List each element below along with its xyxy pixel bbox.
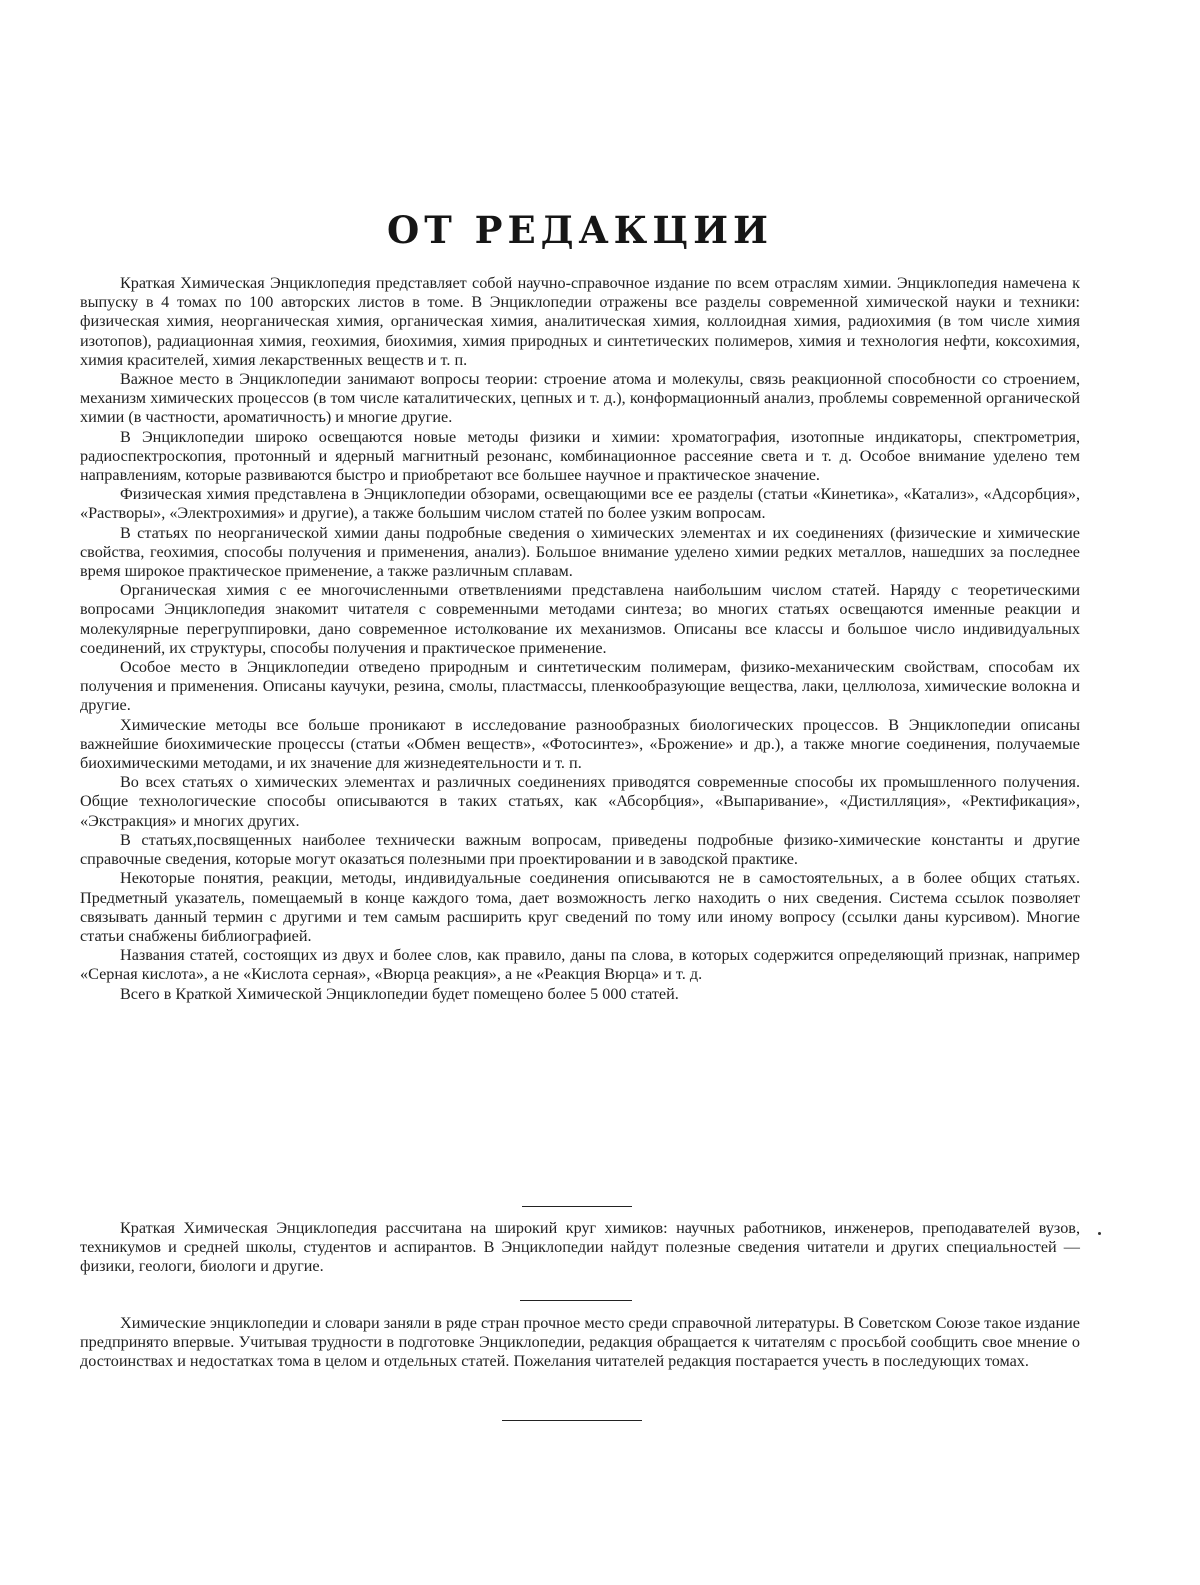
paragraph: Важное место в Энциклопедии занимают вопросы теории: строение атома и молекулы, связь реакционной способности со строением, механизм химических процессов (в том числе каталитических, цепных и т. д.), конформационный анализ, проблемы современной органической химии (в частности, ароматичность) и многие другие. — [80, 370, 1080, 427]
document-page — [80, 0, 1080, 1585]
paragraph: В статьях по неорганической химии даны подробные сведения о химических элементах и их соединениях (физические и химические свойства, геохимия, способы получения и применения, анализ). Большое внимание уделено химии редких металлов, нашедших за последнее время широкое практическое применение, а также различным сплавам. — [80, 523, 1080, 581]
paragraph: Краткая Химическая Энциклопедия представляет собой научно-справочное издание по всем отраслям химии. Энциклопедия намечена к выпуску в 4 томах по 100 авторских листов в томе. В Энциклопедии отражены все разделы современной химической науки и техники: физическая химия, неорганическая химия, органическая химия, аналитическая химия, коллоидная химия, радиохимия (в том числе химия изотопов), радиационная химия, геохимия, биохимия, химия природных и синтетических полимеров, химия и технология нефти, коксохимия, химия красителей, химия лекарственных веществ и т. п. — [80, 274, 1080, 369]
paragraph: Физическая химия представлена в Энциклопедии обзорами, освещающими все ее разделы (статьи «Кинетика», «Катализ», «Адсорбция», «Растворы», «Электрохимия» и другие), а также большим числом статей по более узким вопросам. — [80, 485, 1080, 523]
closing-paragraph: Химические энциклопедии и словари заняли в ряде стран прочное место среди справочной литературы. В Советском Союзе такое издание предпринято впервые. Учитывая трудности в подготовке Энциклопедии, редакция обращается к читателям с просьбой сообщить свое мнение о достоинствах и недостатках тома в целом и отдельных статей. Пожелания читателей редакция постарается учесть в последующих томах. — [80, 1314, 1080, 1371]
main-body — [80, 274, 1080, 1004]
audience-section — [80, 1219, 1080, 1277]
paragraph: Химические методы все больше проникают в исследование разнообразных биологических процессов. В Энциклопедии описаны важнейшие биохимические процессы (статьи «Обмен веществ», «Фотосинтез», «Брожение» и др.), а также многие соединения, получаемые биохимическими методами, и их значение для жизнедеятельности и т. п. — [80, 715, 1080, 773]
paragraph: В статьях,посвященных наиболее технически важным вопросам, приведены подробные физико-химические константы и другие справочные сведения, которые могут оказаться полезными при проектировании и в заводской практике. — [80, 830, 1080, 869]
section-divider — [520, 1300, 632, 1301]
end-divider — [502, 1420, 642, 1421]
paragraph: Некоторые понятия, реакции, методы, индивидуальные соединения описываются не в самостоятельных, а в более общих статьях. Предметный указатель, помещаемый в конце каждого тома, дает возможность легко находить о них сведения. Система ссылок позволяет связывать данный термин с другими и тем самым расширить круг сведений по тому или иному вопросу (ссылки даны курсивом). Многие статьи снабжены библиографией. — [80, 869, 1080, 945]
paragraph: Органическая химия с ее многочисленными ответвлениями представлена наибольшим числом статей. Наряду с теоретическими вопросами Энциклопедия знакомит читателя с современными методами синтеза; во многих статьях освещаются именные реакции и молекулярные перегруппировки, дано современное истолкование их механизмов. Описаны все классы и большое число индивидуальных соединений, их структуры, способы получения и практическое применение. — [80, 581, 1080, 657]
closing-section — [80, 1314, 1080, 1372]
section-divider — [522, 1206, 632, 1207]
paragraph: Во всех статьях о химических элементах и различных соединениях приводятся современные способы их промышленного получения. Общие технологические способы описываются в таких статьях, как «Абсорбция», «Выпаривание», «Дистилляция», «Ректификация», «Экстракция» и многих других. — [80, 773, 1080, 830]
paragraph: В Энциклопедии широко освещаются новые методы физики и химии: хроматография, изотопные индикаторы, спектрометрия, радиоспектроскопия, протонный и ядерный магнитный резонанс, комбинационное рассеяние света и т. д. Особое внимание уделено тем направлениям, которые развиваются быстро и приобретают все большее научное и практическое значение. — [80, 427, 1080, 485]
page-title: ОТ РЕДАКЦИИ — [386, 208, 774, 252]
paragraph: Особое место в Энциклопедии отведено природным и синтетическим полимерам, физико-механическим свойствам, способам их получения и применения. Описаны каучуки, резина, смолы, пластмассы, пленкообразующие вещества, лаки, целлюлоза, химические волокна и другие. — [80, 658, 1080, 715]
paragraph: Названия статей, состоящих из двух и более слов, как правило, даны па слова, в которых содержится определяющий признак, например «Серная кислота», а не «Кислота серная», «Вюрца реакция», а не «Реакция Вюрца» и т. д. — [80, 946, 1080, 984]
paragraph: Всего в Краткой Химической Энциклопедии будет помещено более 5 000 статей. — [120, 984, 679, 1003]
audience-paragraph: Краткая Химическая Энциклопедия рассчитана на широкий круг химиков: научных работников, инженеров, преподавателей вузов, техникумов и средней школы, студентов и аспирантов. В Энциклопедии найдут полезные сведения читатели и других специальностей — физики, геологи, биологи и другие. — [80, 1219, 1080, 1276]
scan-speck — [1098, 1232, 1101, 1235]
